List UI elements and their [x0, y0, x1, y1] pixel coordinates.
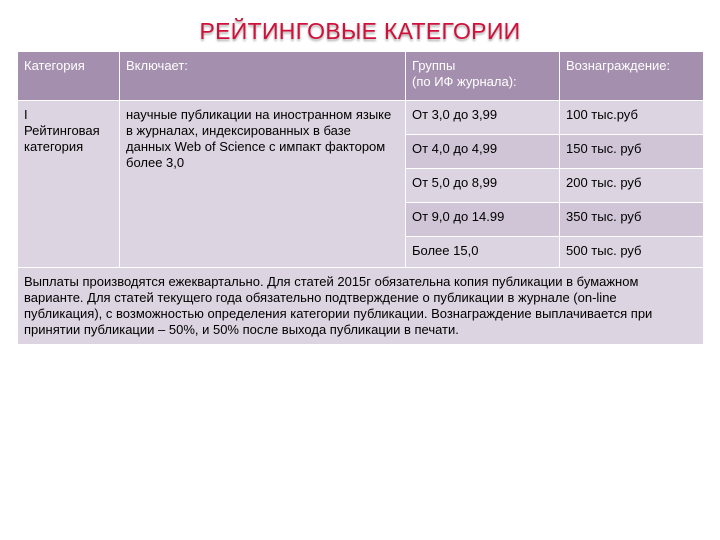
header-groups: Группы (по ИФ журнала):	[406, 52, 560, 101]
reward-cell: 200 тыс. руб	[560, 169, 704, 203]
includes-cell: научные публикации на иностранном языке в журналах, индексированных в базе данных Web of Science с импакт фактором более 3,0	[120, 101, 406, 268]
group-cell: От 9,0 до 14.99	[406, 203, 560, 237]
payment-note: Выплаты производятся ежеквартально. Для статей 2015г обязательна копия публикации в бумажном варианте. Для статей текущего года обязательно подтверждение о публикации в журнале (on-line публикация), с возможностью определения категории публикации. Вознаграждение выплачивается при принятии публикации – 50%, и 50% после выхода публикации в печати.	[18, 268, 704, 345]
note-row	[18, 268, 704, 345]
group-cell: От 3,0 до 3,99	[406, 101, 560, 135]
header-reward: Вознаграждение:	[560, 52, 704, 101]
category-cell: I Рейтинговая категория	[18, 101, 120, 268]
reward-cell: 100 тыс.руб	[560, 101, 704, 135]
reward-cell: 350 тыс. руб	[560, 203, 704, 237]
table-header-row	[18, 52, 704, 101]
reward-cell: 150 тыс. руб	[560, 135, 704, 169]
table-row	[18, 101, 704, 135]
group-cell: Более 15,0	[406, 237, 560, 268]
page-title: РЕЙТИНГОВЫЕ КАТЕГОРИИ	[199, 18, 521, 44]
header-category: Категория	[18, 52, 120, 101]
group-cell: От 5,0 до 8,99	[406, 169, 560, 203]
header-includes: Включает:	[120, 52, 406, 101]
rating-table	[17, 51, 704, 345]
group-cell: От 4,0 до 4,99	[406, 135, 560, 169]
reward-cell: 500 тыс. руб	[560, 237, 704, 268]
